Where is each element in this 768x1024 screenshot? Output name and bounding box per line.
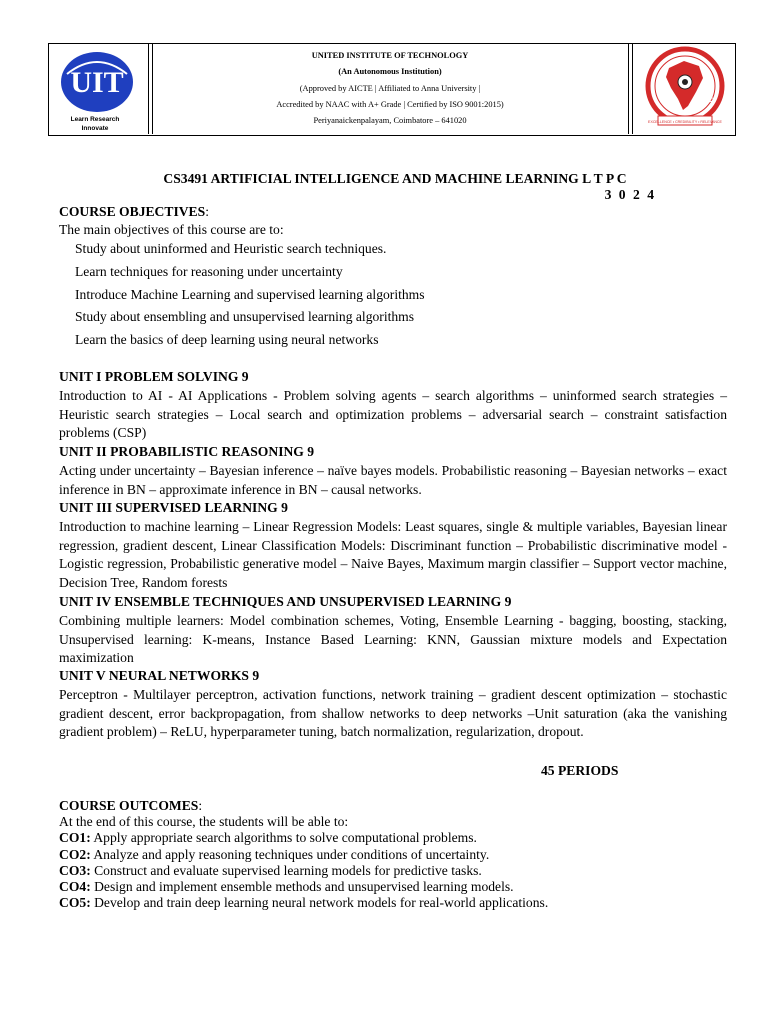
naac-logo	[636, 44, 734, 134]
objective-item: Study about uninformed and Heuristic search techniques.	[75, 241, 387, 256]
outcome-code: CO3:	[59, 863, 91, 878]
address-line: Periyanaickenpalayam, Coimbatore – 641020	[313, 116, 467, 126]
naac-banner-text: EXCELLENCE • CREDIBILITY • RELEVANCE	[648, 120, 722, 124]
objectives-intro: The main objectives of this course are to:	[59, 222, 284, 237]
outcome-text: Analyze and apply reasoning techniques under conditions of uncertainty.	[90, 847, 490, 862]
uit-logo-icon	[49, 44, 147, 122]
accreditation-line: Accredited by NAAC with A+ Grade | Certified by ISO 9001:2015)	[276, 99, 504, 109]
unit-heading: UNIT II PROBABILISTIC REASONING 9	[59, 444, 315, 459]
objectives-heading-text: COURSE OBJECTIVES	[59, 204, 206, 219]
header-divider-right	[628, 44, 633, 134]
naac-text: NAAC	[693, 97, 714, 104]
approval-line: (Approved by AICTE | Affiliated to Anna University |	[299, 83, 481, 93]
outcome-code: CO4:	[59, 879, 91, 894]
course-ltpc: 3 0 2 4	[604, 187, 656, 202]
course-title: CS3491 ARTIFICIAL INTELLIGENCE AND MACHINE LEARNING L T P C	[163, 171, 627, 186]
outcome-text: Construct and evaluate supervised learning models for predictive tasks.	[90, 863, 482, 878]
outcome-text: Apply appropriate search algorithms to solve computational problems.	[90, 830, 477, 845]
naac-seal-icon	[636, 44, 734, 134]
header-divider-left	[148, 44, 153, 134]
unit-body: Acting under uncertainty – Bayesian inference – naïve bayes models. Probabilistic reasoning – Bayesian networks – exact inference in BN – approximate inference in BN – causal networks.	[59, 463, 727, 497]
uit-logo	[49, 44, 147, 134]
outcomes-intro: At the end of this course, the students will be able to:	[59, 814, 349, 829]
total-periods: 45 PERIODS	[541, 763, 619, 778]
objectives-heading-colon: :	[205, 204, 209, 219]
unit-heading: UNIT IV ENSEMBLE TECHNIQUES AND UNSUPERVISED LEARNING 9	[59, 594, 512, 609]
unit-heading: UNIT I PROBLEM SOLVING 9	[59, 369, 249, 384]
unit-heading: UNIT V NEURAL NETWORKS 9	[59, 668, 260, 683]
outcomes-heading-text: COURSE OUTCOMES	[59, 798, 199, 813]
outcome-item	[59, 894, 548, 912]
logo-tagline-line1: Learn Research	[70, 116, 120, 123]
outcome-item	[59, 829, 477, 847]
outcome-code: CO2:	[59, 847, 91, 862]
objective-item: Study about ensembling and unsupervised learning algorithms	[75, 309, 415, 324]
unit-body: Introduction to AI - AI Applications - Problem solving agents – search algorithms – uninformed search strategies – Heuristic search strategies – Local search and optimization problems – adversarial search – constraint satisfaction problems (CSP)	[59, 388, 727, 441]
letterhead	[48, 43, 736, 136]
unit-body: Perceptron - Multilayer perceptron, activation functions, network training – gradient descent optimization – stochastic gradient descent, error backpropagation, from shallow networks to deep networks –Unit saturation (aka the vanishing gradient problem) – ReLU, hyperparameter tuning, batch normalization, regularization, dropout.	[59, 687, 727, 740]
outcome-code: CO1:	[59, 830, 91, 845]
outcomes-heading-colon: :	[198, 798, 203, 813]
institution-details	[155, 48, 625, 129]
logo-tagline-line2: Innovate	[81, 125, 109, 132]
outcome-code: CO5:	[59, 895, 91, 910]
institution-type: (An Autonomous Institution)	[338, 67, 442, 77]
outcome-text: Design and implement ensemble methods and unsupervised learning models.	[90, 879, 514, 894]
objectives-heading	[59, 203, 209, 221]
institute-name: UNITED INSTITUTE OF TECHNOLOGY	[311, 51, 469, 60]
unit-body: Introduction to machine learning – Linear Regression Models: Least squares, single & multiple variables, Bayesian linear regression, gradient descent, Linear Classification Models: Discriminant function – Probabilistic discriminative model - Logistic regression, Probabilistic generative model – Naive Bayes, Maximum margin classifier – Support vector machine, Decision Tree, Random forests	[59, 519, 727, 590]
uit-logo-text: UIT	[70, 66, 124, 99]
objective-item: Learn techniques for reasoning under uncertainty	[75, 264, 343, 279]
unit-body: Combining multiple learners: Model combination schemes, Voting, Ensemble Learning - bagging, boosting, stacking, Unsupervised learning: K-means, Instance Based Learning: KNN, Gaussian mixture models and Expectation maximization	[59, 613, 727, 666]
outcome-text: Develop and train deep learning neural network models for real-world applications.	[90, 895, 549, 910]
objective-item: Introduce Machine Learning and supervised learning algorithms	[75, 287, 425, 302]
unit-heading: UNIT III SUPERVISED LEARNING 9	[59, 500, 288, 515]
objective-item: Learn the basics of deep learning using neural networks	[75, 332, 379, 347]
